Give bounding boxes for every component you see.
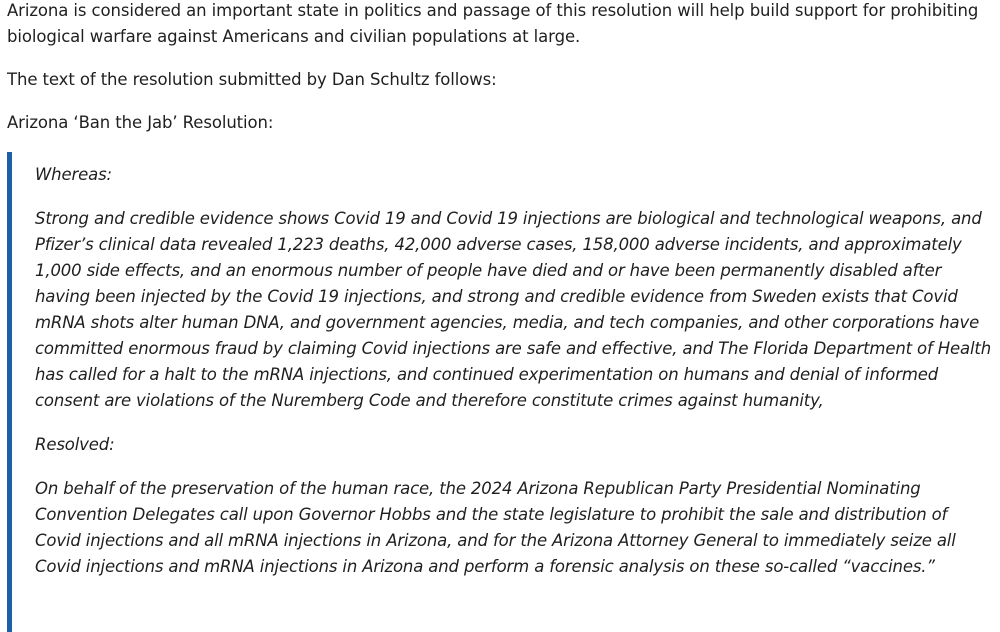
whereas-paragraph: Strong and credible evidence shows Covid 19 and Covid 19 injections are biological and technological weapons, and Pfizer’s clinical data revealed 1,223 deaths, 42,000 adverse cases, 158,000 adverse incidents, and approximately 1,000 side effects, and an enormous number of people have died and or have been permanently disabled after having been injected by the Covid 19 injections, and strong and credible evidence from Sweden exists that Covid mRNA shots alter human DNA, and government agencies, media, and tech companies, and other corporations have committed enormous fraud by claiming Covid injections are safe and effective, and The Florida Department of Health has called for a halt to the mRNA injections, and continued experimentation on humans and denial of informed consent are violations of the Nuremberg Code and therefore constitute crimes against humanity, [35,209,992,410]
resolved-heading: Resolved: [35,435,115,454]
resolution-title: Arizona ‘Ban the Jab’ Resolution: [7,113,274,132]
follows-paragraph: The text of the resolution submitted by Dan Schultz follows: [7,70,497,89]
whereas-heading: Whereas: [35,165,112,184]
resolution-blockquote [7,152,995,632]
article-body [7,0,995,632]
resolved-paragraph: On behalf of the preservation of the human race, the 2024 Arizona Republican Party Presidential Nominating Convention Delegates call upon Governor Hobbs and the state legislature to prohibit the sale and distribution of Covid injections and all mRNA injections in Arizona, and for the Arizona Attorney General to immediately seize all Covid injections and mRNA injections in Arizona and perform a forensic analysis on these so-called “vaccines.” [35,479,956,576]
intro-paragraph: Arizona is considered an important state in politics and passage of this resolution will help build support for prohibiting biological warfare against Americans and civilian populations at large. [7,1,979,46]
